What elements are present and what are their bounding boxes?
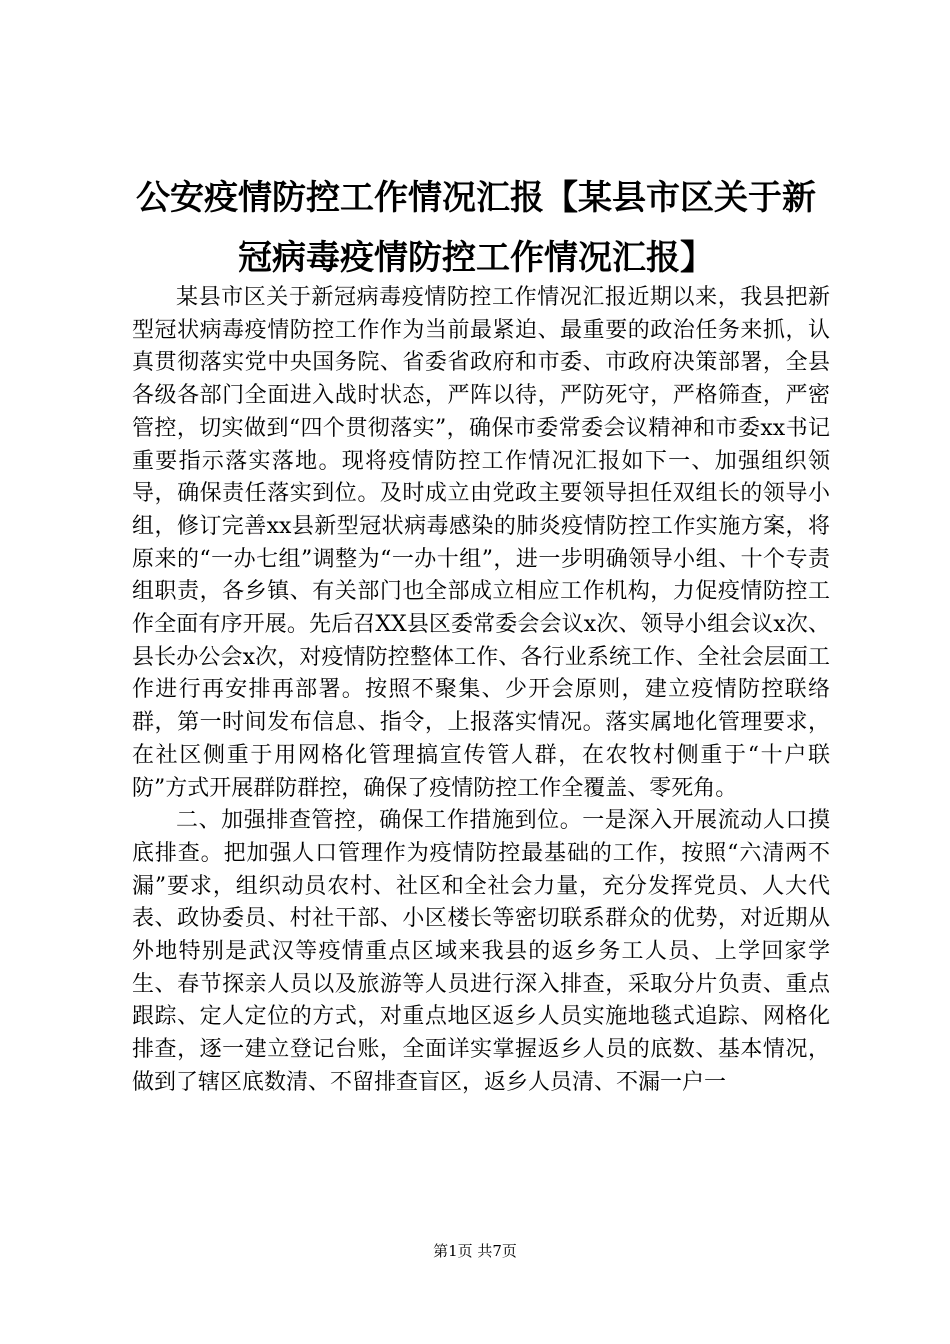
- document-body: [132, 282, 830, 1100]
- paragraph: 某县市区关于新冠病毒疫情防控工作情况汇报近期以来，我县把新型冠状病毒疫情防控工作作为当前最紧迫、最重要的政治任务来抓，认真贯彻落实党中央国务院、省委省政府和市委、市政府决策部署，全县各级各部门全面进入战时状态，严阵以待，严防死守，严格筛查，严密管控，切实做到“四个贯彻落实”，确保市委常委会议精神和市委xx书记重要指示落实落地。现将疫情防控工作情况汇报如下一、加强组织领导，确保责任落实到位。及时成立由党政主要领导担任双组长的领导小组，修订完善xx县新型冠状病毒感染的肺炎疫情防控工作实施方案，将原来的“一办七组”调整为“一办十组”，进一步明确领导小组、十个专责组职责，各乡镇、有关部门也全部成立相应工作机构，力促疫情防控工作全面有序开展。先后召XX县区委常委会会议x次、领导小组会议x次、县长办公会x次，对疫情防控整体工作、各行业系统工作、全社会层面工作进行再安排再部署。按照不聚集、少开会原则，建立疫情防控联络群，第一时间发布信息、指令，上报落实情况。落实属地化管理要求，在社区侧重于用网格化管理搞宣传管人群，在农牧村侧重于“十户联防”方式开展群防群控，确保了疫情防控工作全覆盖、零死角。: [132, 285, 830, 801]
- paragraph: 二、加强排查管控，确保工作措施到位。一是深入开展流动人口摸底排查。把加强人口管理作为疫情防控最基础的工作，按照“六清两不漏”要求，组织动员农村、社区和全社会力量，充分发挥党员、人大代表、政协委员、村社干部、小区楼长等密切联系群众的优势，对近期从外地特别是武汉等疫情重点区域来我县的返乡务工人员、上学回家学生、春节探亲人员以及旅游等人员进行深入排查，采取分片负责、重点跟踪、定人定位的方式，对重点地区返乡人员实施地毯式追踪、网格化排查，逐一建立登记台账，全面详实掌握返乡人员的底数、基本情况，做到了辖区底数清、不留排查盲区，返乡人员清、不漏一户一: [132, 808, 830, 1095]
- page-number: 第1页 共7页: [433, 1242, 517, 1260]
- document-title: 公安疫情防控工作情况汇报【某县市区关于新冠病毒疫情防控工作情况汇报】: [136, 178, 816, 278]
